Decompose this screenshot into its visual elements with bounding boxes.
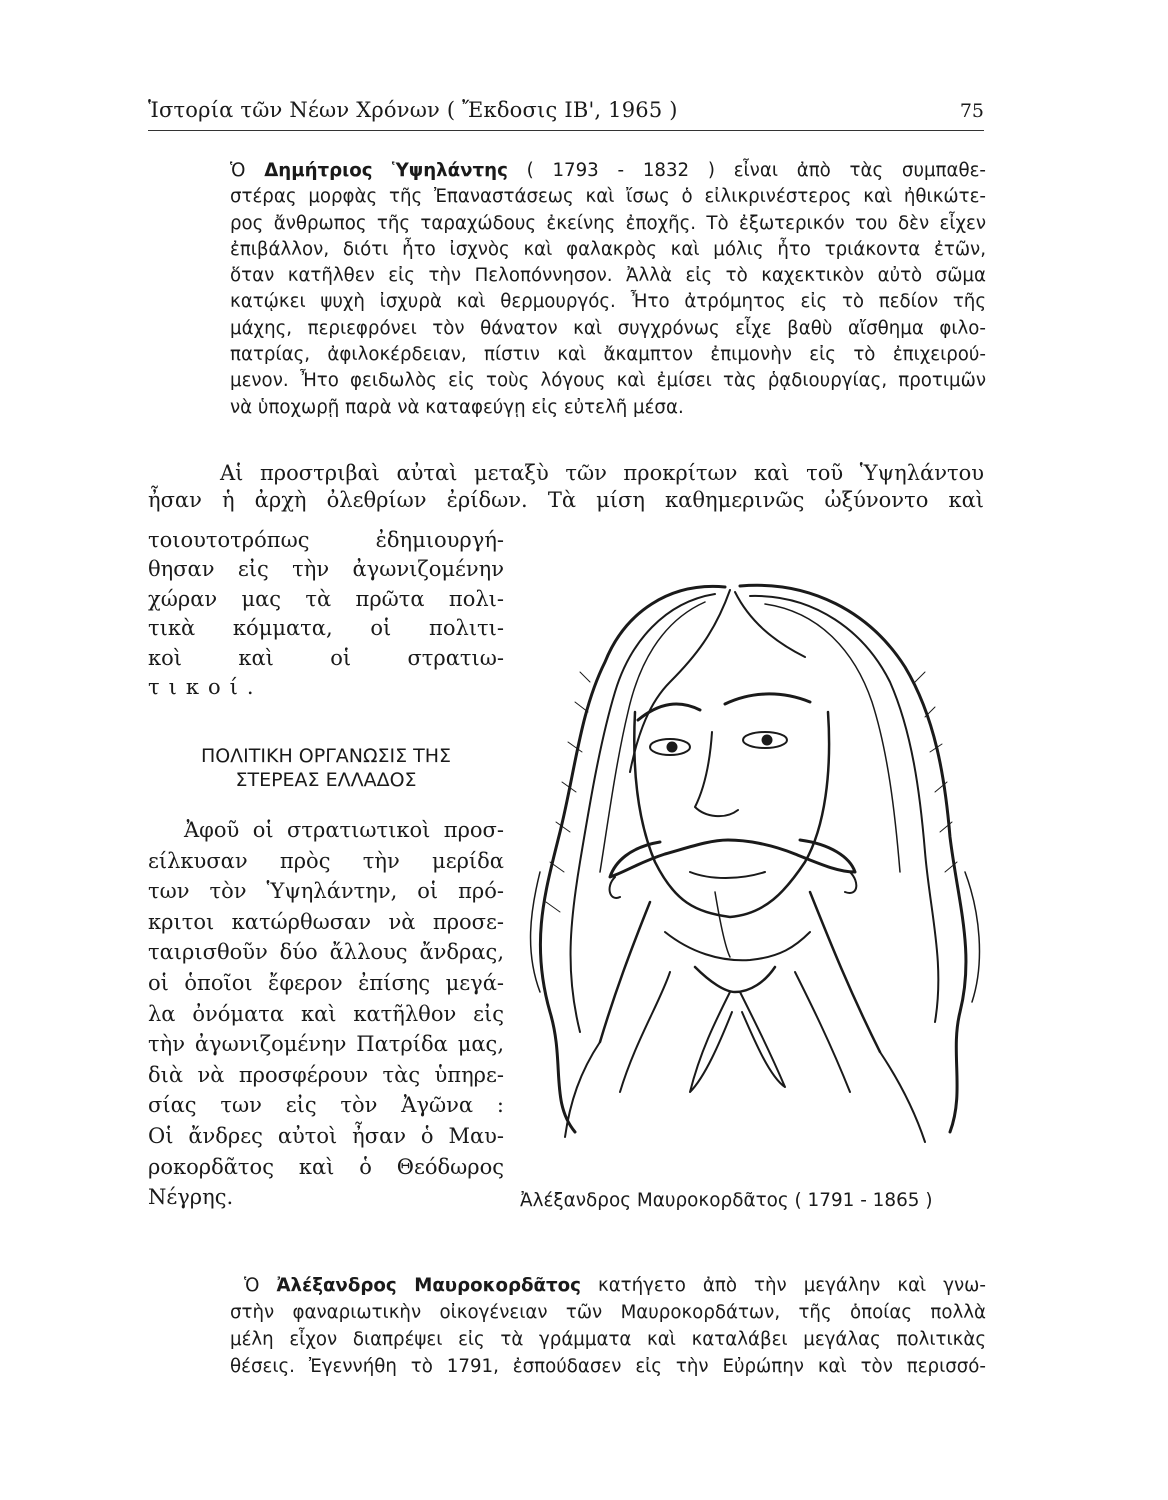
heading-line: ΠΟΛΙΤΙΚΗ ΟΡΓΑΝΩΣΙΣ ΤΗΣ bbox=[200, 745, 452, 767]
text-line: μέλη εἶχον διαπρέψει εἰς τὰ γράμματα καὶ καταλάβει μεγάλας πολιτικὰς bbox=[230, 1329, 986, 1350]
text-line bbox=[244, 1272, 986, 1299]
text-line: οἱ ὁποῖοι ἔφερον ἐπίσης μεγά- bbox=[148, 970, 504, 995]
text-line: ἐπιβάλλον, διότι ἦτο ἰσχνὸς καὶ φαλακρὸς καὶ μόλις ἦτο τριάκοντα ἐτῶν, bbox=[230, 238, 986, 260]
column-text-parties bbox=[148, 526, 504, 702]
text-line: μενον. Ἦτο φειδωλὸς εἰς τοὺς λόγους καὶ ἐμίσει τὰς ῥᾳδιουργίας, προτιμῶν bbox=[230, 370, 986, 392]
paragraph-mavrokordatos bbox=[230, 1272, 986, 1380]
text-line: Οἱ ἄνδρες αὐτοὶ ἦσαν ὁ Μαυ- bbox=[148, 1123, 504, 1148]
person-name: Ἀλέξανδρος Μαυροκορδᾶτος bbox=[276, 1275, 581, 1296]
text-span: ( 1793 - 1832 ) εἶναι ἀπὸ τὰς συμπαθε- bbox=[507, 160, 986, 181]
page-number: 75 bbox=[959, 100, 984, 122]
text-line: ἦσαν ἡ ἀρχὴ ὀλεθρίων ἐρίδων. Τὰ μίση καθημερινῶς ὠξύνοντο καὶ bbox=[148, 488, 984, 512]
text-line: πατρίας, ἀφιλοκέρδειαν, πίστιν καὶ ἄκαμπτον ἐπιμονὴν εἰς τὸ ἐπιχειρού- bbox=[230, 344, 986, 366]
section-heading bbox=[148, 744, 504, 792]
text-line: ταιρισθοῦν δύο ἄλλους ἄνδρας, bbox=[148, 940, 504, 965]
text-line: κριτοι κατώρθωσαν νὰ προσε- bbox=[148, 909, 504, 934]
header-rule bbox=[148, 130, 984, 131]
text-line: θησαν εἰς τὴν ἀγωνιζομένην bbox=[148, 557, 504, 582]
figure-caption: Ἀλέξανδρος Μαυροκορδᾶτος ( 1791 - 1865 ) bbox=[520, 1190, 933, 1211]
text-line: Αἱ προστριβαὶ αὐταὶ μεταξὺ τῶν προκρίτων καὶ τοῦ Ὑψηλάντου bbox=[220, 461, 984, 485]
text-line: ρος ἄνθρωπος τῆς ταραχώδους ἐκείνης ἐποχῆς. Τὸ ἐξωτερικόν του δὲν εἶχεν bbox=[230, 212, 986, 234]
text-line: λα ὀνόματα καὶ κατῆλθον εἰς bbox=[148, 1001, 504, 1026]
text-line: μάχης, περιεφρόνει τὸν θάνατον καὶ συγχρόνως εἶχε βαθὺ αἴσθημα φιλο- bbox=[230, 317, 986, 339]
text-line: ὅταν κατῆλθεν εἰς τὴν Πελοπόννησον. Ἀλλὰ εἰς τὸ καχεκτικὸν αὐτὸ σῶμα bbox=[230, 265, 986, 287]
text-line: Ἀφοῦ οἱ στρατιωτικοὶ προσ- bbox=[184, 818, 504, 842]
text-line: νὰ ὑποχωρῇ παρὰ νὰ καταφεύγῃ εἰς εὐτελῆ μέσα. bbox=[230, 396, 684, 418]
text-span: Ὁ bbox=[230, 160, 265, 181]
text-line: κοὶ καὶ οἱ στρατιω- bbox=[148, 645, 504, 670]
text-line: θέσεις. Ἐγεννήθη τὸ 1791, ἐσπούδασεν εἰς τὴν Εὐρώπην καὶ τὸν περισσό- bbox=[230, 1356, 986, 1377]
heading-line: ΣΤΕΡΕΑΣ ΕΛΛΑΔΟΣ bbox=[235, 769, 417, 791]
text-line: τὴν ἀγωνιζομένην Πατρίδα μας, bbox=[148, 1032, 504, 1057]
portrait-engraving bbox=[520, 572, 988, 1146]
paragraph-frictions bbox=[148, 460, 984, 514]
text-line: στέρας μορφὰς τῆς Ἐπαναστάσεως καὶ ἴσως ὁ εἰλικρινέστερος καὶ ἠθικώτε- bbox=[230, 186, 986, 208]
text-line bbox=[230, 158, 986, 184]
running-title: Ἱστορία τῶν Νέων Χρόνων ( Ἔκδοσις ΙΒ', 1965 ) bbox=[148, 98, 678, 122]
text-line: στὴν φαναριωτικὴν οἰκογένειαν τῶν Μαυροκορδάτων, τῆς ὁποίας πολλὰ bbox=[230, 1302, 986, 1323]
person-name: Δημήτριος Ὑψηλάντης bbox=[264, 160, 508, 181]
text-line: διὰ νὰ προσφέρουν τὰς ὑπηρε- bbox=[148, 1062, 504, 1087]
text-span: Ὁ bbox=[244, 1275, 277, 1296]
text-line: χώραν μας τὰ πρῶτα πολι- bbox=[148, 586, 504, 611]
text-line: τικὰ κόμματα, οἱ πολιτι- bbox=[148, 616, 504, 641]
text-line: κατῴκει ψυχὴ ἰσχυρὰ καὶ θερμουργός. Ἦτο ἀτρόμητος εἰς τὸ πεδίον τῆς bbox=[230, 291, 986, 313]
text-line: είλκυσαν πρὸς τὴν μερίδα bbox=[148, 848, 504, 873]
column-text-organization bbox=[148, 815, 504, 1213]
paragraph-ypsilantis bbox=[230, 158, 986, 421]
text-line: των τὸν Ὑψηλάντην, οἱ πρό- bbox=[148, 879, 504, 904]
text-line: ροκορδᾶτος καὶ ὁ Θεόδωρος bbox=[148, 1154, 504, 1179]
running-header bbox=[148, 98, 984, 128]
text-line: Νέγρης. bbox=[148, 1185, 234, 1210]
text-line: τοιουτοτρόπως ἐδημιουργή- bbox=[148, 528, 504, 552]
text-span: κατήγετο ἀπὸ τὴν μεγάλην καὶ γνω- bbox=[580, 1275, 986, 1296]
text-line: σίας των εἰς τὸν Ἀγῶνα : bbox=[148, 1093, 504, 1118]
text-line: τικοί. bbox=[148, 675, 263, 700]
portrait-illustration bbox=[520, 572, 988, 1146]
